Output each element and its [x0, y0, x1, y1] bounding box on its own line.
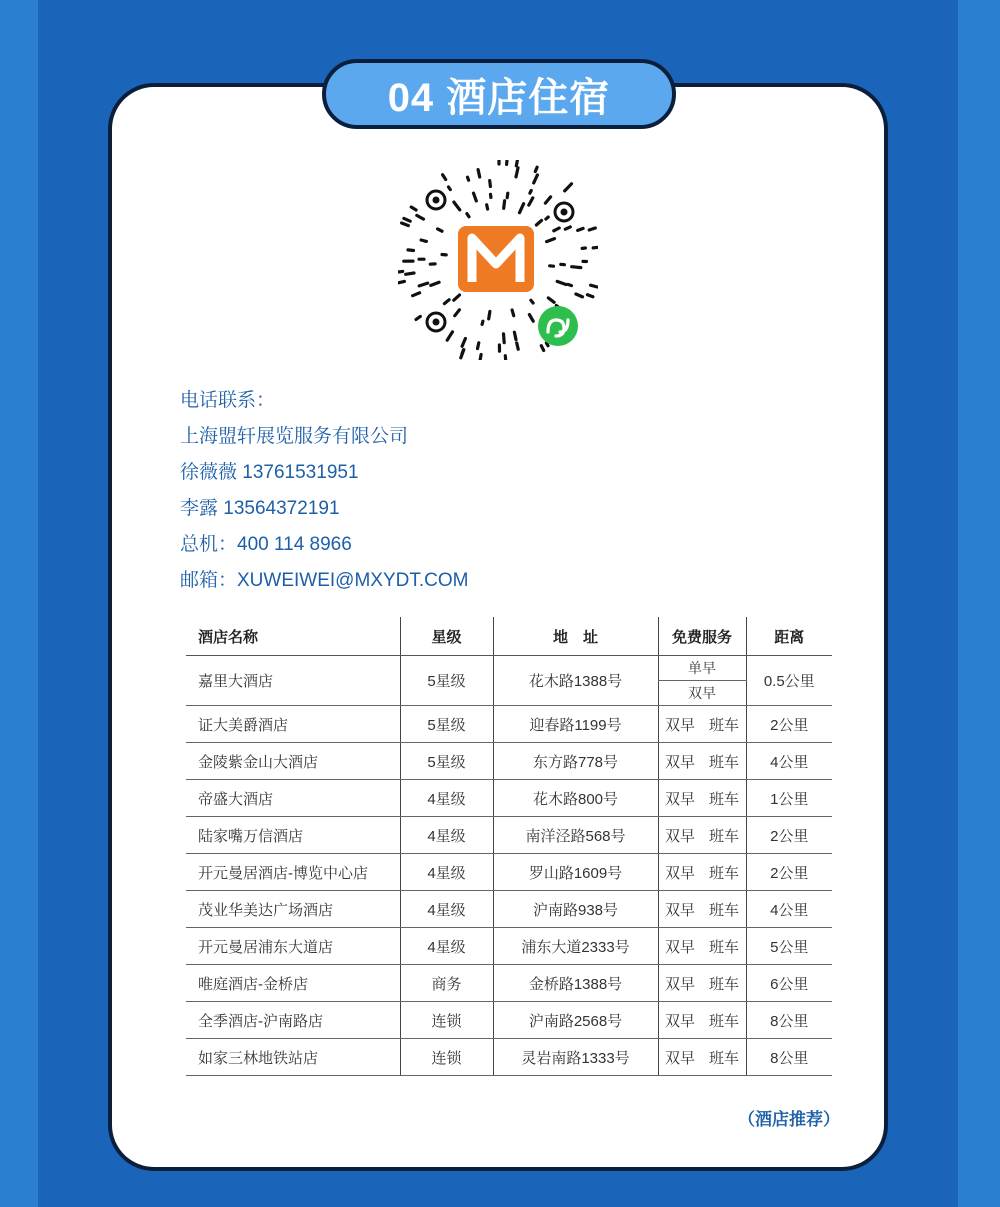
- hotel-address: 灵岩南路1333号: [493, 1039, 658, 1076]
- table-row: [186, 817, 832, 854]
- header-hotel-name: 酒店名称: [186, 617, 400, 656]
- contact-person-2: 李露 13564372191: [180, 498, 340, 519]
- hotel-address: 迎春路1199号: [493, 706, 658, 743]
- hotel-address: 花木路1388号: [493, 656, 658, 706]
- hotel-address: 浦东大道2333号: [493, 928, 658, 965]
- hotel-shuttle: 班车: [709, 790, 740, 808]
- contact-company: 上海盟轩展览服务有限公司: [180, 426, 409, 447]
- hotel-free-service: [658, 780, 746, 817]
- hotel-distance: 8公里: [746, 1039, 832, 1076]
- table-header-row: [186, 617, 832, 656]
- table-row: [186, 780, 832, 817]
- hotel-breakfast: 双早: [664, 827, 695, 845]
- table-row: [186, 965, 832, 1002]
- hotel-name: 如家三林地铁站店: [186, 1039, 400, 1076]
- hotel-free-service: [658, 817, 746, 854]
- hotel-breakfast: 双早: [664, 1012, 695, 1030]
- hotel-shuttle: 班车: [709, 1012, 740, 1030]
- hotel-name: 开元曼居浦东大道店: [186, 928, 400, 965]
- hotel-stars: 4星级: [400, 891, 493, 928]
- hotel-stars: 连锁: [400, 1039, 493, 1076]
- hotel-shuttle: 班车: [709, 864, 740, 882]
- table-row: [186, 706, 832, 743]
- hotel-name: 开元曼居酒店-博览中心店: [186, 854, 400, 891]
- hotel-name: 全季酒店-沪南路店: [186, 1002, 400, 1039]
- hotel-breakfast: 双早: [664, 975, 695, 993]
- mini-program-qr-code[interactable]: [398, 160, 598, 360]
- hotel-free-service: [658, 965, 746, 1002]
- table-row: [186, 928, 832, 965]
- hotel-address: 南洋泾路568号: [493, 817, 658, 854]
- hotel-recommendation-note: （酒店推荐）: [738, 1110, 840, 1129]
- table-row: [186, 854, 832, 891]
- hotel-stars: 5星级: [400, 656, 493, 706]
- hotel-distance: 6公里: [746, 965, 832, 1002]
- header-address: 地 址: [493, 617, 658, 656]
- hotel-table: [186, 617, 832, 1076]
- table-row: [186, 1039, 832, 1076]
- hotel-shuttle: 班车: [709, 753, 740, 771]
- hotel-free-service: [658, 743, 746, 780]
- table-row: [186, 743, 832, 780]
- hotel-address: 金桥路1388号: [493, 965, 658, 1002]
- hotel-distance: 2公里: [746, 854, 832, 891]
- qr-finder-top-right: [555, 203, 573, 221]
- hotel-name: 陆家嘴万信酒店: [186, 817, 400, 854]
- hotel-name: 嘉里大酒店: [186, 656, 400, 706]
- contact-info: [180, 383, 468, 599]
- mini-program-badge-icon: [538, 306, 578, 346]
- hotel-breakfast: 双早: [664, 790, 695, 808]
- section-title: [322, 59, 676, 129]
- hotel-free-service: [658, 891, 746, 928]
- hotel-stars: 连锁: [400, 1002, 493, 1039]
- contact-label: 电话联系：: [180, 390, 276, 411]
- contact-hotline: 总机：400 114 8966: [180, 534, 352, 555]
- hotel-address: 东方路778号: [493, 743, 658, 780]
- table-row: [186, 1002, 832, 1039]
- hotel-service-double-breakfast: 双早: [658, 681, 746, 706]
- hotel-breakfast: 双早: [664, 901, 695, 919]
- hotel-shuttle: 班车: [709, 938, 740, 956]
- hotel-stars: 5星级: [400, 743, 493, 780]
- hotel-breakfast: 双早: [664, 1049, 695, 1067]
- hotel-free-service: [658, 1002, 746, 1039]
- hotel-breakfast: 双早: [664, 753, 695, 771]
- hotel-distance: 2公里: [746, 706, 832, 743]
- hotel-name: 茂业华美达广场酒店: [186, 891, 400, 928]
- header-free-service: 免费服务: [658, 617, 746, 656]
- qr-finder-bottom-left: [427, 313, 445, 331]
- hotel-distance: 0.5公里: [746, 656, 832, 706]
- contact-person-1: 徐薇薇 13761531951: [180, 462, 359, 483]
- brand-logo-icon: [458, 226, 534, 292]
- hotel-free-service: [658, 928, 746, 965]
- hotel-breakfast: 双早: [664, 938, 695, 956]
- header-stars: 星级: [400, 617, 493, 656]
- table-row: [186, 891, 832, 928]
- hotel-address: 沪南路2568号: [493, 1002, 658, 1039]
- hotel-free-service: [658, 706, 746, 743]
- hotel-breakfast: 双早: [664, 716, 695, 734]
- hotel-distance: 8公里: [746, 1002, 832, 1039]
- table-row: [186, 656, 832, 681]
- hotel-stars: 5星级: [400, 706, 493, 743]
- hotel-distance: 1公里: [746, 780, 832, 817]
- hotel-service-single-breakfast: 单早: [658, 656, 746, 681]
- hotel-shuttle: 班车: [709, 975, 740, 993]
- hotel-name: 证大美爵酒店: [186, 706, 400, 743]
- hotel-stars: 4星级: [400, 780, 493, 817]
- hotel-shuttle: 班车: [709, 1049, 740, 1067]
- contact-email: 邮箱：XUWEIWEI@MXYDT.COM: [180, 570, 469, 591]
- hotel-stars: 4星级: [400, 817, 493, 854]
- hotel-address: 罗山路1609号: [493, 854, 658, 891]
- hotel-distance: 4公里: [746, 891, 832, 928]
- hotel-address: 沪南路938号: [493, 891, 658, 928]
- hotel-name: 唯庭酒店-金桥店: [186, 965, 400, 1002]
- hotel-free-service: [658, 854, 746, 891]
- section-title-text: 04 酒店住宿: [387, 75, 611, 120]
- hotel-shuttle: 班车: [709, 827, 740, 845]
- hotel-distance: 2公里: [746, 817, 832, 854]
- hotel-distance: 5公里: [746, 928, 832, 965]
- qr-finder-top-left: [427, 191, 445, 209]
- hotel-shuttle: 班车: [709, 901, 740, 919]
- hotel-shuttle: 班车: [709, 716, 740, 734]
- hotel-name: 帝盛大酒店: [186, 780, 400, 817]
- hotel-distance: 4公里: [746, 743, 832, 780]
- hotel-address: 花木路800号: [493, 780, 658, 817]
- hotel-name: 金陵紫金山大酒店: [186, 743, 400, 780]
- hotel-stars: 4星级: [400, 854, 493, 891]
- hotel-stars: 商务: [400, 965, 493, 1002]
- hotel-free-service: [658, 1039, 746, 1076]
- header-distance: 距离: [746, 617, 832, 656]
- hotel-breakfast: 双早: [664, 864, 695, 882]
- hotel-stars: 4星级: [400, 928, 493, 965]
